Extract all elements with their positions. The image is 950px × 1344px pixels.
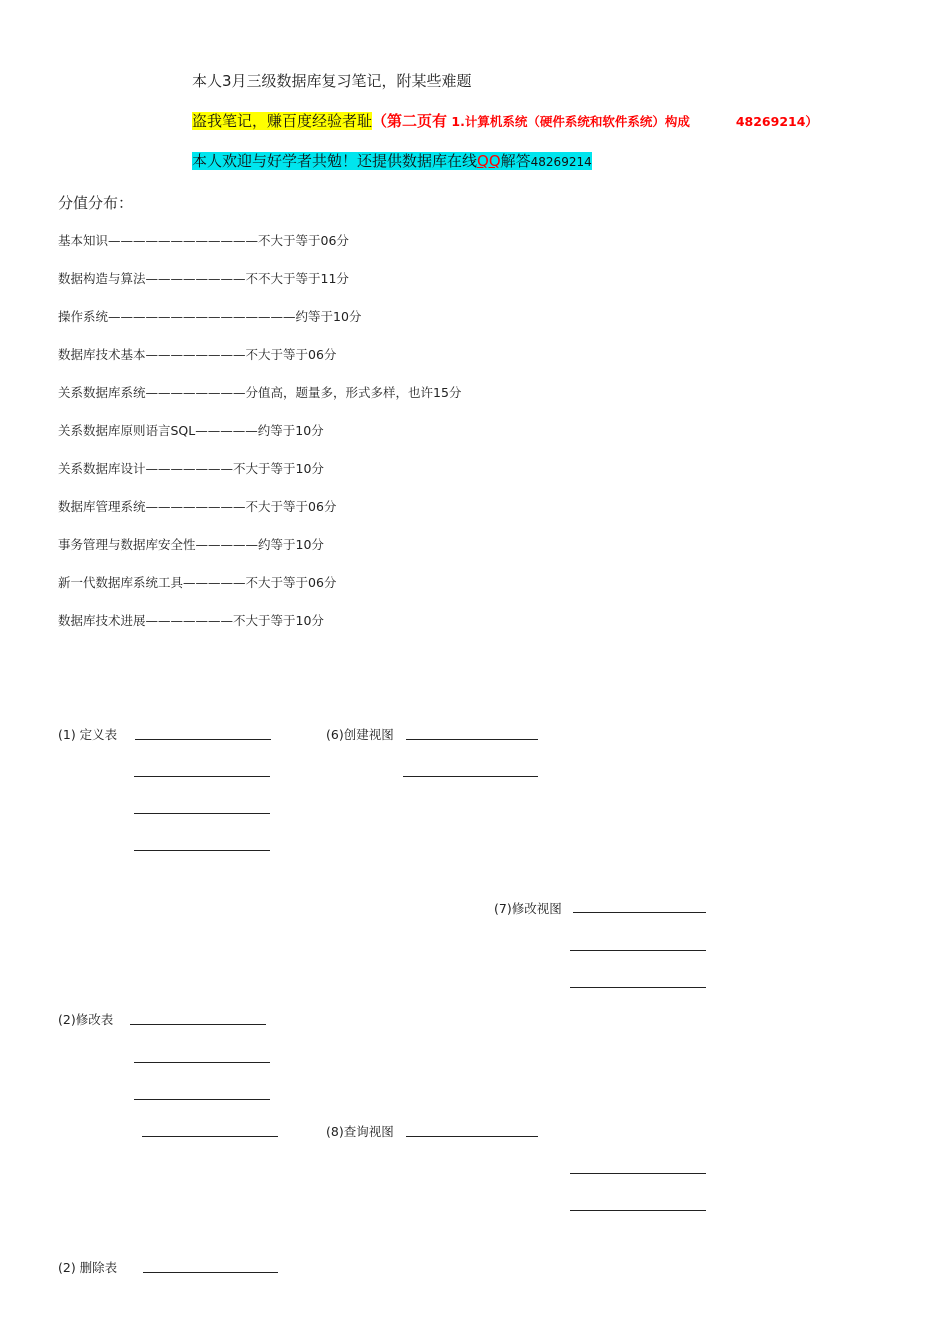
query-view-label: (8)查询视图 — [326, 1124, 394, 1139]
modify-view-label: (7)修改视图 — [494, 901, 562, 916]
blank-line[interactable] — [135, 739, 271, 740]
warning-red-big: （第二页有 — [372, 112, 448, 130]
welcome-line — [192, 150, 592, 172]
warning-highlight: 盗我笔记，赚百度经验者耻 — [192, 112, 373, 130]
blank-line[interactable] — [573, 912, 706, 913]
warning-line — [192, 110, 818, 132]
distribution-item: 操作系统———————————————约等于10分 — [58, 309, 362, 324]
welcome-highlight — [192, 152, 592, 170]
blank-line[interactable] — [570, 1173, 706, 1174]
distribution-item: 数据库技术基本————————不大于等于06分 — [58, 347, 337, 362]
qq-number: 48269214 — [530, 155, 592, 169]
distribution-item: 数据构造与算法————————不不大于等于11分 — [58, 271, 349, 286]
distribution-item: 基本知识————————————不大于等于06分 — [58, 233, 349, 248]
blank-line[interactable] — [406, 739, 538, 740]
distribution-item: 数据库管理系统————————不大于等于06分 — [58, 499, 337, 514]
distribution-item: 数据库技术进展———————不大于等于10分 — [58, 613, 324, 628]
delete-table-label: (2) 删除表 — [58, 1260, 118, 1275]
warning-red-small: 1.计算机系统（硬件系统和软件系统）构成 — [447, 114, 690, 129]
blank-line[interactable] — [406, 1136, 538, 1137]
blank-line[interactable] — [134, 813, 270, 814]
distribution-item: 关系数据库设计———————不大于等于10分 — [58, 461, 324, 476]
warning-red-number: 48269214） — [735, 114, 818, 129]
distribution-item: 新一代数据库系统工具—————不大于等于06分 — [58, 575, 337, 590]
blank-line[interactable] — [403, 776, 538, 777]
qq-text: QQ — [477, 152, 501, 170]
welcome-text: 本人欢迎与好学者共勉！还提供数据库在线 — [192, 152, 478, 170]
blank-line[interactable] — [570, 987, 706, 988]
distribution-title: 分值分布： — [58, 194, 134, 212]
blank-line[interactable] — [570, 1210, 706, 1211]
blank-line[interactable] — [143, 1272, 278, 1273]
blank-line[interactable] — [134, 1062, 270, 1063]
distribution-item: 关系数据库系统————————分值高，题量多，形式多样，也许15分 — [58, 385, 462, 400]
blank-line[interactable] — [142, 1136, 278, 1137]
answer-text: 解答 — [500, 152, 531, 170]
modify-table-label: (2)修改表 — [58, 1012, 114, 1027]
blank-line[interactable] — [134, 776, 270, 777]
blank-line[interactable] — [134, 850, 270, 851]
blank-line[interactable] — [570, 950, 706, 951]
blank-line[interactable] — [130, 1024, 266, 1025]
blank-line[interactable] — [134, 1099, 270, 1100]
document-title: 本人3月三级数据库复习笔记，附某些难题 — [192, 72, 472, 90]
define-table-label: (1) 定义表 — [58, 727, 118, 742]
distribution-item: 关系数据库原则语言SQL—————约等于10分 — [58, 423, 324, 438]
create-view-label: (6)创建视图 — [326, 727, 394, 742]
distribution-item: 事务管理与数据库安全性—————约等于10分 — [58, 537, 324, 552]
